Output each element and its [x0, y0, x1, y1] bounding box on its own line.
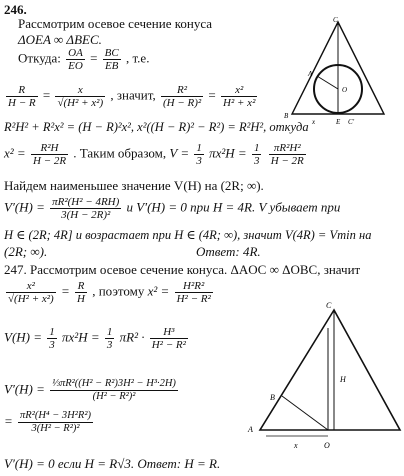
figure-246	[282, 14, 390, 126]
frac-derivative	[50, 196, 121, 221]
te-label: , т.е.	[125, 50, 150, 66]
frac-1-3-d	[105, 326, 115, 351]
volume-line	[4, 326, 190, 351]
frac-r-h	[75, 280, 87, 305]
frac-den: EO	[68, 60, 83, 72]
frac-num: R²	[161, 84, 203, 97]
x2-eq: x² =	[4, 145, 26, 161]
monotonic-line: H ∈ (2R; 4R] и возрастает при H ∈ (4R; ∞), значит V(4R) = Vmin на	[4, 228, 372, 242]
label-o: O	[342, 86, 348, 94]
takim-label: . Таким образом,	[73, 145, 167, 161]
interval-line: (2R; ∞).	[4, 244, 48, 259]
label-o-247: O	[324, 441, 330, 450]
frac-num: x	[55, 84, 105, 97]
frac-num: 1	[253, 142, 260, 154]
label-c: C	[333, 16, 338, 24]
frac-h3	[150, 326, 188, 351]
frac-v-final	[269, 142, 306, 167]
label-e: E	[336, 118, 341, 126]
frac-x2	[31, 142, 68, 167]
final-line-247: V′(H) = 0 если H = R√3. Ответ: H = R.	[4, 456, 221, 471]
frac-x2-247	[175, 280, 213, 305]
frac-num: ⅓πR²((H² − R²)3H² − H³·2H)	[52, 378, 176, 389]
frac-num: x²	[6, 280, 56, 293]
problem-246-number: 246.	[4, 2, 27, 17]
frac-num: 1	[196, 142, 202, 154]
frac-den: (H² − R²)²	[92, 391, 136, 402]
frac-num: OA	[68, 47, 83, 59]
label-h-247: H	[340, 375, 346, 384]
frac-den: √(H² + x²)	[57, 97, 104, 109]
problem-247-header: 247. Рассмотрим осевое сечение конуса. ΔAOC ∞ ΔOBC, значит	[4, 262, 361, 277]
eq-sign: =	[60, 283, 70, 299]
frac-den: H − 2R	[270, 155, 304, 167]
frac-r2-hr2	[161, 84, 203, 109]
frac-num: H²R²	[175, 280, 213, 293]
v-lhs: V(H) =	[4, 329, 43, 345]
label-b: B	[284, 112, 289, 120]
frac-den: H	[77, 293, 85, 305]
frac-den: √(H² + x²)	[8, 293, 54, 305]
deriv-rest: и V′(H) = 0 при H = 4R. V убывает при	[126, 199, 341, 215]
v-eq: V =	[169, 145, 193, 161]
frac-num: BC	[104, 47, 119, 59]
frac-num: R	[75, 280, 87, 293]
frac-num: R²H	[31, 142, 68, 155]
x2-eq-247: x² =	[147, 283, 170, 299]
label-b-247: B	[270, 393, 275, 402]
deriv247-simplified: = $\frac{\text{πR²(H⁴ − 3H²R²)}}{\text{3(H² − R²)²}}$	[4, 410, 91, 434]
d-lhs: V′(H) =	[4, 381, 45, 397]
label-a-247: A	[248, 425, 253, 434]
frac-oa-eo	[66, 47, 85, 72]
perpendicular-ob	[282, 396, 328, 430]
frac-x2-h2x2	[221, 84, 257, 109]
problem-246-intro: Рассмотрим осевое сечение конуса	[18, 16, 213, 31]
frac-den: H − R	[8, 97, 36, 109]
frac-1-3-b	[252, 142, 262, 167]
frac-deriv247	[50, 378, 178, 403]
label-c-247: C	[326, 301, 332, 310]
frac-den: 3(H − 2R)²	[61, 209, 111, 221]
frac-den: H² + x²	[223, 97, 256, 109]
expand-line: R²H² + R²x² = (H − R)²x², x²((H − R)² − R²) = R²H², откуда	[4, 120, 309, 134]
figure-247	[244, 298, 404, 454]
radius-oa	[317, 76, 338, 89]
x2-result-line	[4, 142, 308, 167]
label-c-prime: C′	[348, 118, 355, 126]
deriv247-line	[4, 378, 180, 403]
deriv-lhs: V′(H) =	[4, 199, 45, 215]
cone-section-247	[260, 310, 400, 430]
frac-den: 3	[196, 155, 202, 167]
frac-num: 1	[49, 326, 55, 338]
eq247-line	[4, 280, 215, 305]
frac-1-3-a	[194, 142, 204, 167]
frac-den: 3(H² − R²)²	[31, 423, 80, 434]
label-x-247: x	[294, 441, 298, 450]
answer-246: Ответ: 4R.	[196, 244, 261, 259]
frac-num: R	[6, 84, 38, 97]
frac-num: πR²H²	[269, 142, 306, 155]
frac-den: 3	[106, 339, 113, 351]
v-mid: πx²H =	[209, 145, 247, 161]
v-mid1: πx²H =	[62, 329, 100, 345]
find-line: Найдем наименьшее значение V(H) на (2R; ∞).	[4, 178, 264, 193]
v-mid2: πR² ·	[119, 329, 145, 345]
label-a: A	[308, 70, 313, 78]
frac-den: (H − R)²	[162, 97, 202, 109]
frac-num: πR²(H² − 4RH)	[52, 196, 120, 208]
frac-den: H² − R²	[176, 293, 211, 305]
label-x: x	[312, 118, 316, 126]
frac-bc-eb	[103, 47, 121, 72]
poetomu-label: , поэтому	[92, 283, 145, 299]
frac-den: 3	[253, 155, 260, 167]
frac-num: H³	[150, 326, 188, 339]
frac-r-hr	[6, 84, 38, 109]
frac-num: x²	[221, 84, 257, 97]
frac-den: EB	[104, 60, 119, 72]
frac-num: πR²(H⁴ − 3H²R²)	[20, 410, 91, 421]
frac-x-root	[55, 84, 105, 109]
problem-246-similarity: ΔOEA ∞ ΔBEC.	[18, 32, 102, 47]
derivative-line	[4, 196, 340, 221]
eq-line-1: $\frac{R}{H - R}$ = $\frac{x}{\text{√(H² + x²)}}$ , значит, $\frac{\text{R²}}{\text{(H − R)²}}$ = $\frac{\text{x²}}{\text{H² + x²}}$	[8, 84, 256, 109]
znachit-label: , значит,	[110, 87, 156, 103]
frac-den: H − 2R	[32, 155, 67, 167]
frac-den: H² − R²	[151, 339, 186, 351]
ratio-line: Откуда: $\frac{OA}{EO}$ = $\frac{BC}{EB}$ , т.е.	[18, 47, 150, 72]
frac-den: 3	[49, 339, 55, 351]
frac-deriv247-simplified	[18, 410, 93, 435]
frac-num: 1	[106, 326, 113, 338]
frac-x2-root	[6, 280, 56, 305]
frac-1-3-c	[47, 326, 57, 351]
otkuda-label: Откуда:	[18, 50, 61, 66]
